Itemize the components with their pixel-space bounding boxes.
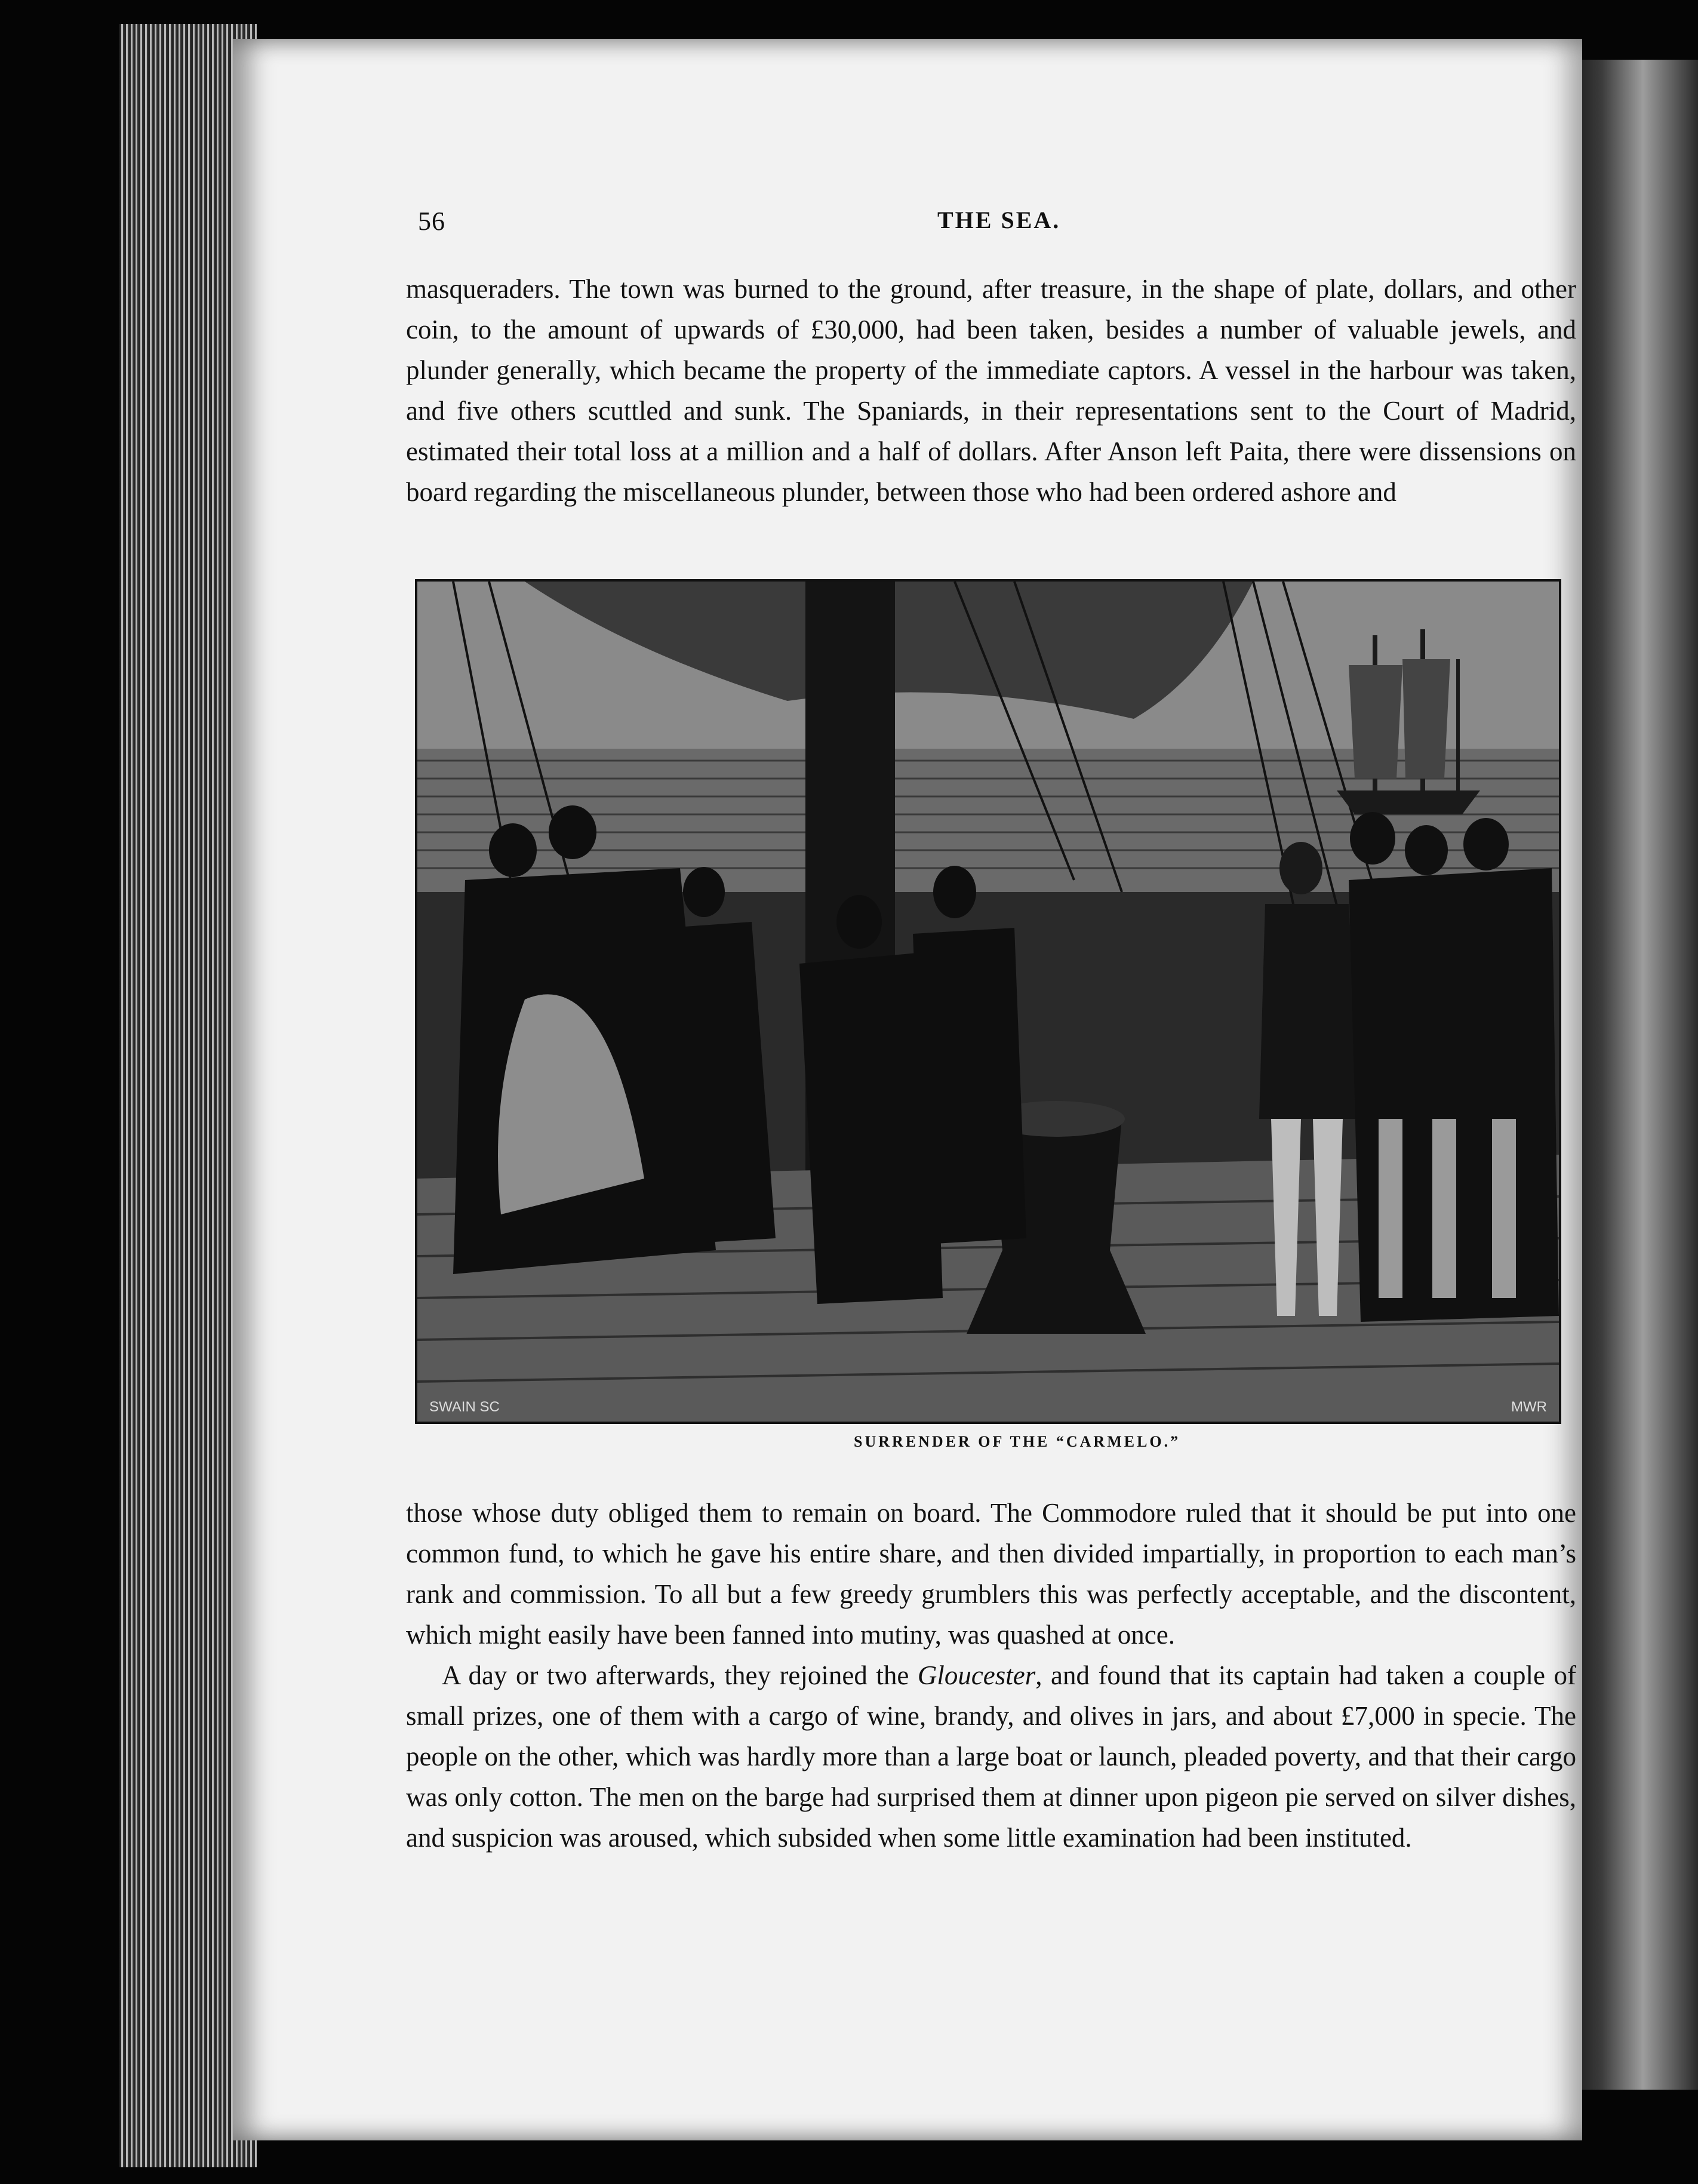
engraver-signature: SWAIN SC xyxy=(429,1399,500,1415)
paragraph-top: masqueraders. The town was burned to the ground, after treasure, in the shape of plate, dollars, and other coin, to the amount of upwards of £30,000, had been taken, besides a number of valuable jewels, and plunder generally, which became the property of the immediate captors. A vessel in the harbour was taken, and five others scuttled and sunk. The Spaniards, in their representations sent to the Court of Madrid, estimated their total loss at a million and a half of dollars. After Anson left Paita, there were dissensions on board regarding the miscellaneous plunder, between those who had been ordered ashore and xyxy=(406,274,1576,507)
engraving-illustration xyxy=(415,579,1561,1424)
artist-signature: MWR xyxy=(1511,1399,1547,1415)
running-title: THE SEA. xyxy=(937,207,1061,233)
page-number: 56 xyxy=(418,207,445,236)
illustration-caption: SURRENDER OF THE “CARMELO.” xyxy=(854,1433,1181,1450)
running-head xyxy=(418,206,1612,242)
engraving-scene xyxy=(417,582,1559,1422)
body-text-top xyxy=(406,269,1576,512)
body-text-bottom xyxy=(406,1493,1576,1858)
ship-name-gloucester: Gloucester xyxy=(917,1660,1036,1690)
paragraph-bottom-2-start: A day or two afterwards, they rejoined the xyxy=(442,1660,918,1690)
paragraph-bottom-2-rest: , and found that its captain had taken a couple of small prizes, one of them with a cargo of wine, brandy, and olives in jars, and about £7,000 in specie. The people on the other, which was hardly more than a large boat or launch, pleaded poverty, and that their cargo was only cotton. The men on the barge had surprised them at dinner upon pigeon pie served on silver dishes, and suspicion was aroused, which subsided when some little examination had been instituted. xyxy=(406,1660,1576,1853)
paragraph-bottom-1: those whose duty obliged them to remain on board. The Commodore ruled that it should be put into one common fund, to which he gave his entire share, and then divided impartially, in proportion to each man’s rank and commission. To all but a few greedy grumblers this was perfectly acceptable, and the discontent, which might easily have been fanned into mutiny, was quashed at once. xyxy=(406,1498,1576,1650)
paragraph-bottom-2 xyxy=(406,1655,1576,1858)
